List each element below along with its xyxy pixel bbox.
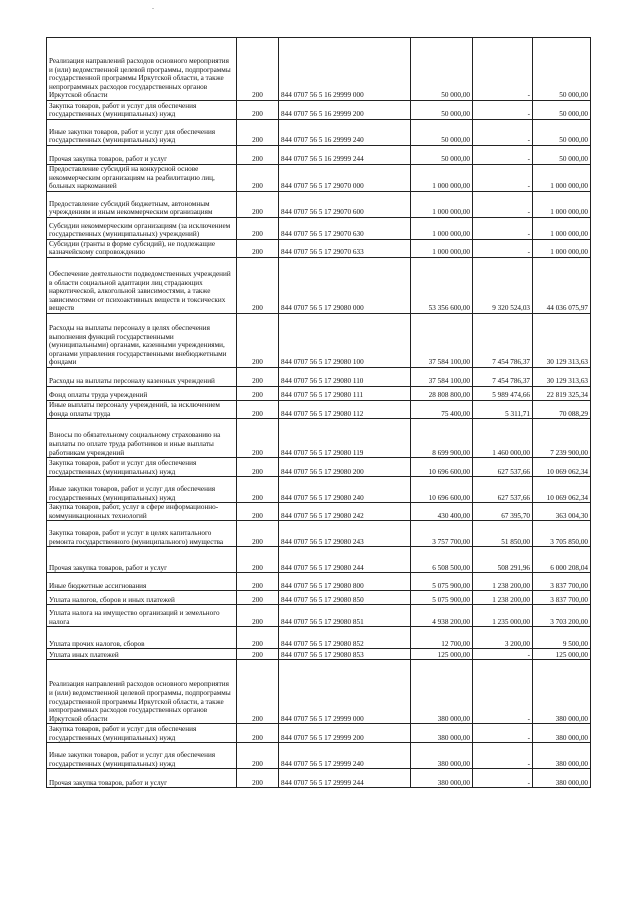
table-row: [47, 724, 591, 743]
row-approved: 3 757 700,00: [411, 521, 473, 547]
row-remaining: 380 000,00: [533, 660, 591, 724]
table-row: [47, 419, 591, 458]
row-budget-code: 844 0707 56 5 17 29999 244: [279, 769, 411, 788]
row-executed: 3 200,00: [473, 627, 533, 649]
row-admin-code: 200: [237, 458, 279, 477]
row-budget-code: 844 0707 56 5 16 29999 200: [279, 101, 411, 120]
row-admin-code: 200: [237, 769, 279, 788]
row-name: Закупка товаров, работ и услуг для обеспечения государственных (муниципальных) нужд: [47, 101, 237, 120]
row-remaining: 1 000 000,00: [533, 191, 591, 217]
row-remaining: 50 000,00: [533, 146, 591, 165]
row-executed: -: [473, 660, 533, 724]
row-remaining: 1 000 000,00: [533, 217, 591, 239]
row-executed: 9 320 524,03: [473, 257, 533, 313]
table-row: [47, 146, 591, 165]
row-name: Уплата прочих налогов, сборов: [47, 627, 237, 649]
row-executed: -: [473, 769, 533, 788]
row-name: Закупка товаров, работ и услуг в целях капитального ремонта государственного (муниципального) имущества: [47, 521, 237, 547]
row-approved: 6 508 500,00: [411, 547, 473, 573]
row-approved: 50 000,00: [411, 146, 473, 165]
row-budget-code: 844 0707 56 5 17 29080 200: [279, 458, 411, 477]
row-name: Иные бюджетные ассигнования: [47, 573, 237, 591]
table-row: [47, 191, 591, 217]
table-row: [47, 239, 591, 257]
row-name: Закупка товаров, работ и услуг для обеспечения государственных (муниципальных) нужд: [47, 724, 237, 743]
table-row: [47, 101, 591, 120]
row-executed: -: [473, 191, 533, 217]
table-row: [47, 217, 591, 239]
row-remaining: 1 000 000,00: [533, 165, 591, 192]
row-admin-code: 200: [237, 477, 279, 503]
row-approved: 37 584 100,00: [411, 313, 473, 367]
row-admin-code: 200: [237, 649, 279, 660]
row-remaining: 44 036 075,97: [533, 257, 591, 313]
table-row: [47, 367, 591, 386]
table-row: [47, 458, 591, 477]
row-remaining: 3 703 200,00: [533, 605, 591, 627]
row-remaining: 3 837 700,00: [533, 573, 591, 591]
row-approved: 4 938 200,00: [411, 605, 473, 627]
row-admin-code: 200: [237, 386, 279, 400]
row-admin-code: 200: [237, 547, 279, 573]
row-remaining: 50 000,00: [533, 101, 591, 120]
row-budget-code: 844 0707 56 5 17 29080 119: [279, 419, 411, 458]
row-remaining: 50 000,00: [533, 38, 591, 101]
row-budget-code: 844 0707 56 5 17 29070 630: [279, 217, 411, 239]
row-budget-code: 844 0707 56 5 17 29080 112: [279, 400, 411, 418]
row-admin-code: 200: [237, 627, 279, 649]
row-admin-code: 200: [237, 191, 279, 217]
row-remaining: 380 000,00: [533, 769, 591, 788]
row-approved: 50 000,00: [411, 101, 473, 120]
row-approved: 125 000,00: [411, 649, 473, 660]
row-name: Фонд оплаты труда учреждений: [47, 386, 237, 400]
table-row: [47, 38, 591, 101]
row-executed: -: [473, 239, 533, 257]
row-admin-code: 200: [237, 367, 279, 386]
table-row: [47, 257, 591, 313]
row-budget-code: 844 0707 56 5 17 29080 850: [279, 591, 411, 605]
row-budget-code: 844 0707 56 5 17 29080 100: [279, 313, 411, 367]
row-approved: 8 699 900,00: [411, 419, 473, 458]
row-remaining: 7 239 900,00: [533, 419, 591, 458]
row-approved: 380 000,00: [411, 660, 473, 724]
row-admin-code: 200: [237, 146, 279, 165]
row-executed: 51 850,00: [473, 521, 533, 547]
row-budget-code: 844 0707 56 5 17 29999 000: [279, 660, 411, 724]
row-remaining: 363 004,30: [533, 503, 591, 521]
row-remaining: 30 129 313,63: [533, 313, 591, 367]
header-mark: -: [152, 6, 154, 12]
row-remaining: 30 129 313,63: [533, 367, 591, 386]
table-row: [47, 165, 591, 192]
table-row: [47, 120, 591, 146]
row-executed: -: [473, 724, 533, 743]
row-name: Уплата налогов, сборов и иных платежей: [47, 591, 237, 605]
row-name: Закупка товаров, работ, услуг в сфере информационно-коммуникационных технологий: [47, 503, 237, 521]
row-executed: -: [473, 120, 533, 146]
row-approved: 5 075 900,00: [411, 591, 473, 605]
row-name: Расходы на выплаты персоналу казенных учреждений: [47, 367, 237, 386]
row-executed: 1 235 000,00: [473, 605, 533, 627]
row-approved: 10 696 600,00: [411, 458, 473, 477]
row-approved: 1 000 000,00: [411, 191, 473, 217]
row-remaining: 50 000,00: [533, 120, 591, 146]
row-name: Субсидии (гранты в форме субсидий), не подлежащие казначейскому сопровождению: [47, 239, 237, 257]
table-row: [47, 573, 591, 591]
row-executed: 1 460 000,00: [473, 419, 533, 458]
row-admin-code: 200: [237, 165, 279, 192]
row-admin-code: 200: [237, 400, 279, 418]
row-remaining: 6 000 208,04: [533, 547, 591, 573]
budget-table-body: [47, 38, 591, 788]
table-row: [47, 591, 591, 605]
row-remaining: 380 000,00: [533, 724, 591, 743]
row-budget-code: 844 0707 56 5 16 29999 244: [279, 146, 411, 165]
row-budget-code: 844 0707 56 5 17 29080 244: [279, 547, 411, 573]
row-remaining: 10 069 062,34: [533, 458, 591, 477]
row-approved: 37 584 100,00: [411, 367, 473, 386]
row-name: Иные закупки товаров, работ и услуг для обеспечения государственных (муниципальных) нужд: [47, 477, 237, 503]
row-budget-code: 844 0707 56 5 17 29080 853: [279, 649, 411, 660]
row-approved: 75 400,00: [411, 400, 473, 418]
table-row: [47, 649, 591, 660]
row-admin-code: 200: [237, 239, 279, 257]
row-budget-code: 844 0707 56 5 17 29080 240: [279, 477, 411, 503]
row-approved: 50 000,00: [411, 120, 473, 146]
row-budget-code: 844 0707 56 5 16 29999 240: [279, 120, 411, 146]
row-name: Субсидии некоммерческим организациям (за исключением государственных (муниципальных) учреждений): [47, 217, 237, 239]
row-executed: 5 989 474,66: [473, 386, 533, 400]
row-admin-code: 200: [237, 591, 279, 605]
row-remaining: 1 000 000,00: [533, 239, 591, 257]
row-name: Расходы на выплаты персоналу в целях обеспечения выполнения функций государственными (муниципальными) органами, казенными учреждениями, органами управления государственными внебюджетными фондами: [47, 313, 237, 367]
row-admin-code: 200: [237, 257, 279, 313]
row-approved: 1 000 000,00: [411, 239, 473, 257]
row-approved: 1 000 000,00: [411, 217, 473, 239]
row-name: Прочая закупка товаров, работ и услуг: [47, 547, 237, 573]
table-row: [47, 605, 591, 627]
table-row: [47, 313, 591, 367]
table-row: [47, 503, 591, 521]
row-remaining: 9 500,00: [533, 627, 591, 649]
row-budget-code: 844 0707 56 5 17 29999 200: [279, 724, 411, 743]
row-approved: 53 356 600,00: [411, 257, 473, 313]
row-budget-code: 844 0707 56 5 17 29080 800: [279, 573, 411, 591]
table-row: [47, 521, 591, 547]
row-executed: 1 238 200,00: [473, 573, 533, 591]
table-row: [47, 477, 591, 503]
row-executed: -: [473, 38, 533, 101]
row-remaining: 125 000,00: [533, 649, 591, 660]
row-budget-code: 844 0707 56 5 17 29999 240: [279, 743, 411, 769]
row-admin-code: 200: [237, 313, 279, 367]
row-name: Реализация направлений расходов основного мероприятия и (или) ведомственной целевой программы, подпрограммы государственной программы Иркутской области, а также непрограммных расходов государственных органов Иркутской области: [47, 660, 237, 724]
row-admin-code: 200: [237, 419, 279, 458]
row-admin-code: 200: [237, 573, 279, 591]
row-admin-code: 200: [237, 521, 279, 547]
row-executed: 7 454 786,37: [473, 367, 533, 386]
table-row: [47, 547, 591, 573]
row-name: Прочая закупка товаров, работ и услуг: [47, 769, 237, 788]
row-executed: -: [473, 146, 533, 165]
row-remaining: 22 819 325,34: [533, 386, 591, 400]
table-row: [47, 627, 591, 649]
row-budget-code: 844 0707 56 5 17 29080 851: [279, 605, 411, 627]
table-row: [47, 386, 591, 400]
row-executed: -: [473, 217, 533, 239]
row-remaining: 70 088,29: [533, 400, 591, 418]
row-executed: -: [473, 649, 533, 660]
row-name: Реализация направлений расходов основного мероприятия и (или) ведомственной целевой программы, подпрограммы государственной программы Иркутской области, а также непрограммных расходов государственных органов Иркутской области: [47, 38, 237, 101]
row-approved: 12 700,00: [411, 627, 473, 649]
row-admin-code: 200: [237, 101, 279, 120]
row-remaining: 10 069 062,34: [533, 477, 591, 503]
row-name: Взносы по обязательному социальному страхованию на выплаты по оплате труда работников и иные выплаты работникам учреждений: [47, 419, 237, 458]
table-row: [47, 769, 591, 788]
row-remaining: 380 000,00: [533, 743, 591, 769]
row-admin-code: 200: [237, 217, 279, 239]
row-name: Иные закупки товаров, работ и услуг для обеспечения государственных (муниципальных) нужд: [47, 120, 237, 146]
row-name: Иные выплаты персоналу учреждений, за исключением фонда оплаты труда: [47, 400, 237, 418]
row-admin-code: 200: [237, 724, 279, 743]
row-budget-code: 844 0707 56 5 17 29070 633: [279, 239, 411, 257]
row-admin-code: 200: [237, 743, 279, 769]
row-executed: 5 311,71: [473, 400, 533, 418]
row-admin-code: 200: [237, 503, 279, 521]
row-executed: 7 454 786,37: [473, 313, 533, 367]
row-executed: -: [473, 165, 533, 192]
row-remaining: 3 837 700,00: [533, 591, 591, 605]
row-admin-code: 200: [237, 120, 279, 146]
row-budget-code: 844 0707 56 5 17 29070 600: [279, 191, 411, 217]
row-approved: 380 000,00: [411, 743, 473, 769]
row-name: Закупка товаров, работ и услуг для обеспечения государственных (муниципальных) нужд: [47, 458, 237, 477]
row-budget-code: 844 0707 56 5 16 29999 000: [279, 38, 411, 101]
row-executed: 67 395,70: [473, 503, 533, 521]
budget-table: [46, 37, 591, 788]
row-executed: 1 238 200,00: [473, 591, 533, 605]
row-approved: 380 000,00: [411, 769, 473, 788]
table-row: [47, 743, 591, 769]
row-name: Уплата налога на имущество организаций и земельного налога: [47, 605, 237, 627]
row-budget-code: 844 0707 56 5 17 29080 242: [279, 503, 411, 521]
row-admin-code: 200: [237, 38, 279, 101]
row-budget-code: 844 0707 56 5 17 29080 110: [279, 367, 411, 386]
row-approved: 1 000 000,00: [411, 165, 473, 192]
row-remaining: 3 705 850,00: [533, 521, 591, 547]
row-name: Обеспечение деятельности подведомственных учреждений в области социальной адаптации лиц страдающих наркотической, алкогольной зависимостями, а также зависимостями от психоактивных веществ и токсических веществ: [47, 257, 237, 313]
row-budget-code: 844 0707 56 5 17 29080 000: [279, 257, 411, 313]
table-row: [47, 660, 591, 724]
row-approved: 5 075 900,00: [411, 573, 473, 591]
row-budget-code: 844 0707 56 5 17 29070 000: [279, 165, 411, 192]
row-executed: 627 537,66: [473, 458, 533, 477]
row-budget-code: 844 0707 56 5 17 29080 111: [279, 386, 411, 400]
row-budget-code: 844 0707 56 5 17 29080 243: [279, 521, 411, 547]
row-approved: 430 400,00: [411, 503, 473, 521]
table-row: [47, 400, 591, 418]
row-name: Предоставление субсидий бюджетным, автономным учреждениям и иным некоммерческим организациям: [47, 191, 237, 217]
row-approved: 28 808 800,00: [411, 386, 473, 400]
row-name: Предоставление субсидий на конкурсной основе некоммерческим организациям на реабилитацию лиц, больных наркоманией: [47, 165, 237, 192]
row-executed: 627 537,66: [473, 477, 533, 503]
row-admin-code: 200: [237, 605, 279, 627]
row-admin-code: 200: [237, 660, 279, 724]
row-approved: 380 000,00: [411, 724, 473, 743]
row-executed: -: [473, 101, 533, 120]
row-budget-code: 844 0707 56 5 17 29080 852: [279, 627, 411, 649]
row-approved: 10 696 600,00: [411, 477, 473, 503]
row-approved: 50 000,00: [411, 38, 473, 101]
row-executed: -: [473, 743, 533, 769]
row-name: Уплата иных платежей: [47, 649, 237, 660]
row-executed: 508 291,96: [473, 547, 533, 573]
row-name: Иные закупки товаров, работ и услуг для обеспечения государственных (муниципальных) нужд: [47, 743, 237, 769]
row-name: Прочая закупка товаров, работ и услуг: [47, 146, 237, 165]
